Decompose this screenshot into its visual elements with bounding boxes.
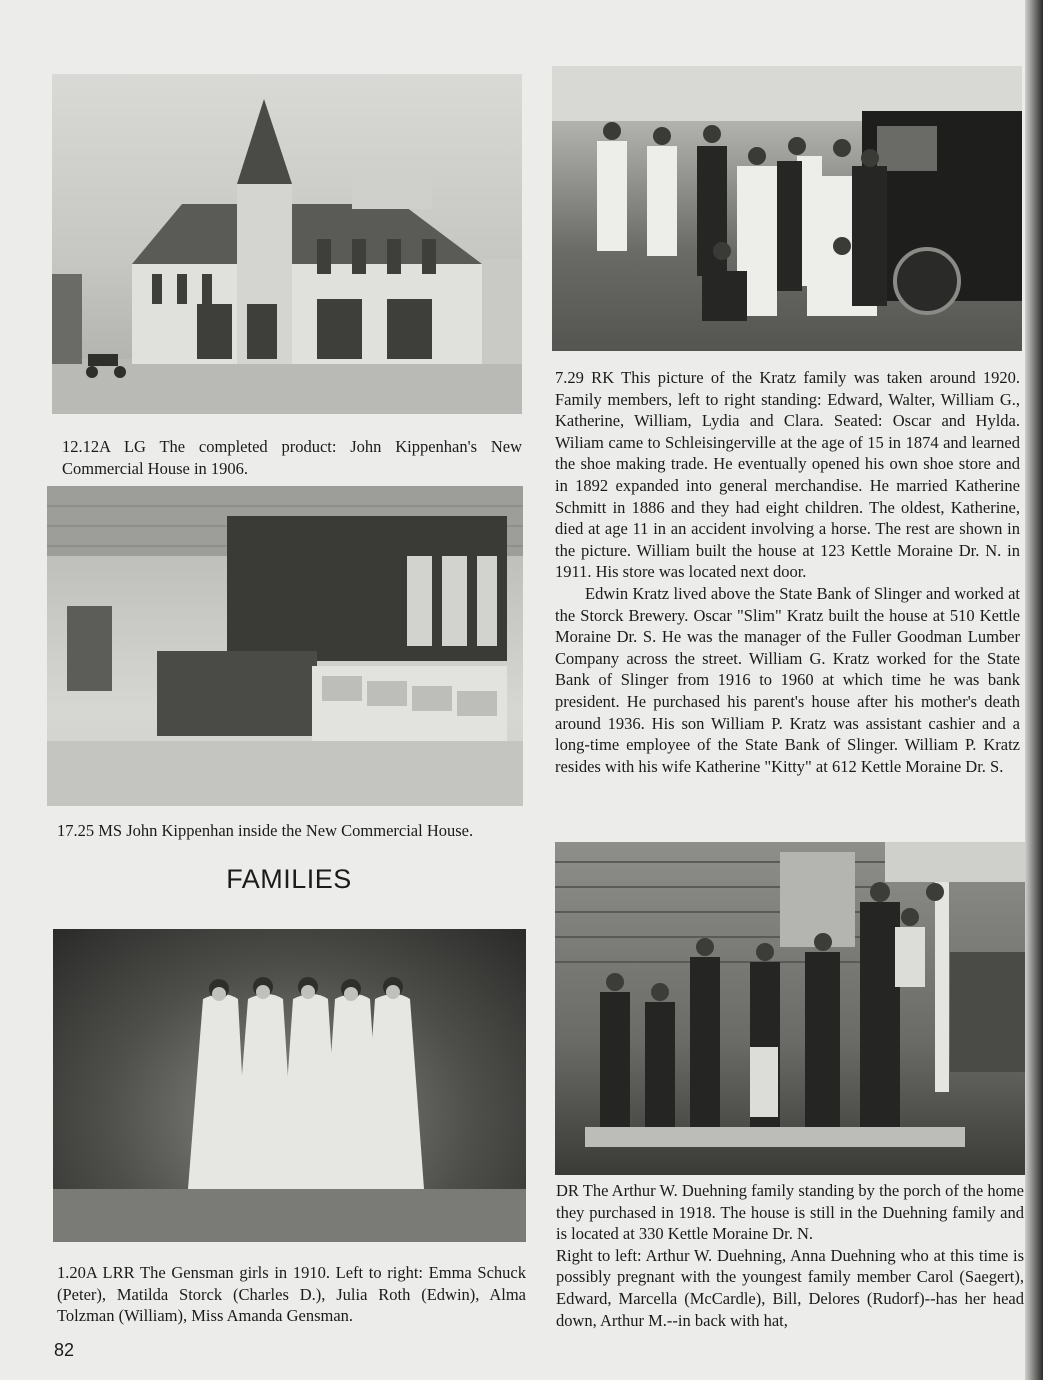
- caption-gensman-girls: 1.20A LRR The Gensman girls in 1910. Left to right: Emma Schuck (Peter), Matilda Storck (Charles D.), Julia Roth (Edwin), Alma Tolzman (William), Miss Amanda Gensman.: [57, 1263, 526, 1326]
- caption-kratz-family: 7.29 RK This picture of the Kratz family was taken around 1920. Family members, left to right standing: Edward, Walter, William G., Katherine, William, Lydia and Clara. Seated: Oscar and Hylda. Wiliam came to Schleisingerville at the age of 15 in 1874 and learned the shoe making trade. He eventually opened his own shoe store and in 1892 expanded into general merchandise. He married Katherine Schmitt in 1886 and they had eight children. The oldest, Katherine, died at age 11 in an accident involving a horse. The rest are shown in the picture. William built the house at 123 Kettle Moraine Dr. N. in 1911. His store was located next door. Edwin Kratz lived above the State Bank of Slinger and worked at the Storck Brewery. Oscar "Slim" Kratz built the house at 510 Kettle Moraine Dr. S. He was the manager of the Fuller Goodman Lumber Company across the street. William G. Kratz worked for the State Bank of Slinger from 1916 to 1960 at which time he was bank president. He purchased his parent's house after his mother's death around 1936. His son William P. Kratz was assistant cashier and a long-time employee of the State Bank of Slinger. William P. Kratz resides with his wife Katherine "Kitty" at 612 Kettle Moraine Dr. S.: [555, 368, 1020, 776]
- caption-commercial-house: 12.12A LG The completed product: John Kippenhan's New Commercial House in 1906.: [62, 437, 522, 478]
- photo-kratz-family: [552, 66, 1022, 351]
- photo-duehning-family: [555, 842, 1025, 1175]
- caption-store-interior: 17.25 MS John Kippenhan inside the New Commercial House.: [57, 821, 474, 840]
- section-heading: FAMILIES: [226, 864, 352, 894]
- photo-commercial-house: [52, 74, 522, 414]
- page-edge: [1025, 0, 1043, 1380]
- caption-duehning-family: DR The Arthur W. Duehning family standing by the porch of the home they purchased in 1918. The house is still in the Duehning family and is located at 330 Kettle Moraine Dr. N. Right to left: Arthur W. Duehning, Anna Duehning who at this time is possibly pregnant with the youngest family member Carol (Saegert), Edward, Marcella (McCardle), Bill, Delores (Rudorf)--has her head down, Arthur M.--in back with hat,: [556, 1181, 1024, 1330]
- page-number: 82: [54, 1340, 75, 1360]
- photo-gensman-girls: [53, 929, 526, 1242]
- photo-store-interior: [47, 486, 523, 806]
